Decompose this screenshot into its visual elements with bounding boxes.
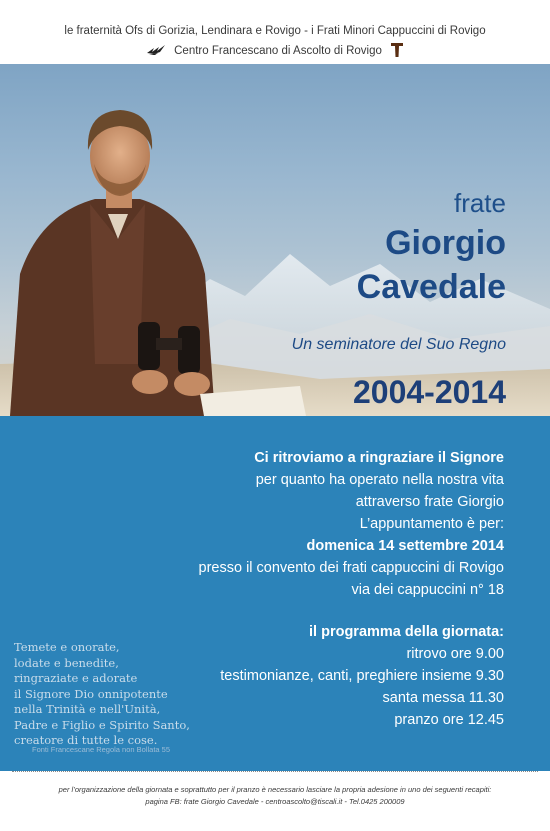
title-first-name: Giorgio xyxy=(385,224,506,262)
quote-line: nella Trinità e nell'Unità, xyxy=(14,702,161,716)
dove-logo-icon xyxy=(146,44,166,56)
quote-line: Temete e onorate, xyxy=(14,640,120,654)
subtitle: Un seminatore del Suo Regno xyxy=(291,336,506,353)
fraternity-line: le fraternità Ofs di Gorizia, Lendinara e Rovigo - i Frati Minori Cappuccini di Rovigo xyxy=(64,25,486,37)
title-last-name: Cavedale xyxy=(356,268,506,306)
footer xyxy=(0,771,550,831)
program-item: pranzo ore 12.45 xyxy=(394,712,504,728)
message-location: presso il convento dei frati cappuccini di Rovigo xyxy=(198,560,504,576)
center-line xyxy=(0,42,550,58)
memorial-photo xyxy=(0,64,550,416)
title-frate: frate xyxy=(453,188,506,218)
program-heading: il programma della giornata: xyxy=(309,624,504,640)
quote-source: Fonti Francescane Regola non Bollata 55 xyxy=(32,745,171,754)
message-line-1: Ci ritroviamo a ringraziare il Signore xyxy=(254,450,504,466)
header xyxy=(0,0,550,64)
info-section xyxy=(0,416,550,771)
years: 2004-2014 xyxy=(352,374,506,410)
prayer-quote xyxy=(14,640,190,749)
message-line-2: per quanto ha operato nella nostra vita xyxy=(255,472,504,488)
footer-divider xyxy=(12,771,538,772)
program-item: testimonianze, canti, preghiere insieme 9.30 xyxy=(220,668,504,684)
footer-contacts: pagina FB: frate Giorgio Cavedale - centroascolto@tiscali.it - Tel.0425 200009 xyxy=(145,797,405,806)
quote-line: lodate e benedite, xyxy=(14,655,119,670)
quote-line: il Signore Dio onnipotente xyxy=(14,686,168,701)
footer-note: per l’organizzazione della giornata e soprattutto per il pranzo è necessario lasciare la propria adesione in uno dei seguenti recapiti: xyxy=(58,785,492,794)
quote-line: ringraziate e adorate xyxy=(14,671,138,685)
quote-line: Padre e Figlio e Spirito Santo, xyxy=(14,717,190,732)
center-name: Centro Francescano di Ascolto di Rovigo xyxy=(174,45,382,57)
quote-line: creatore di tutte le cose. xyxy=(14,733,158,747)
message-address: via dei cappuccini n° 18 xyxy=(351,582,504,598)
program-item: ritrovo ore 9.00 xyxy=(406,646,504,662)
tau-cross-icon xyxy=(390,42,404,58)
program-item: santa messa 11.30 xyxy=(382,690,504,706)
message-line-3: attraverso frate Giorgio xyxy=(355,494,504,510)
message-date: domenica 14 settembre 2014 xyxy=(306,538,504,554)
message-line-4: L’appuntamento è per: xyxy=(359,516,504,532)
